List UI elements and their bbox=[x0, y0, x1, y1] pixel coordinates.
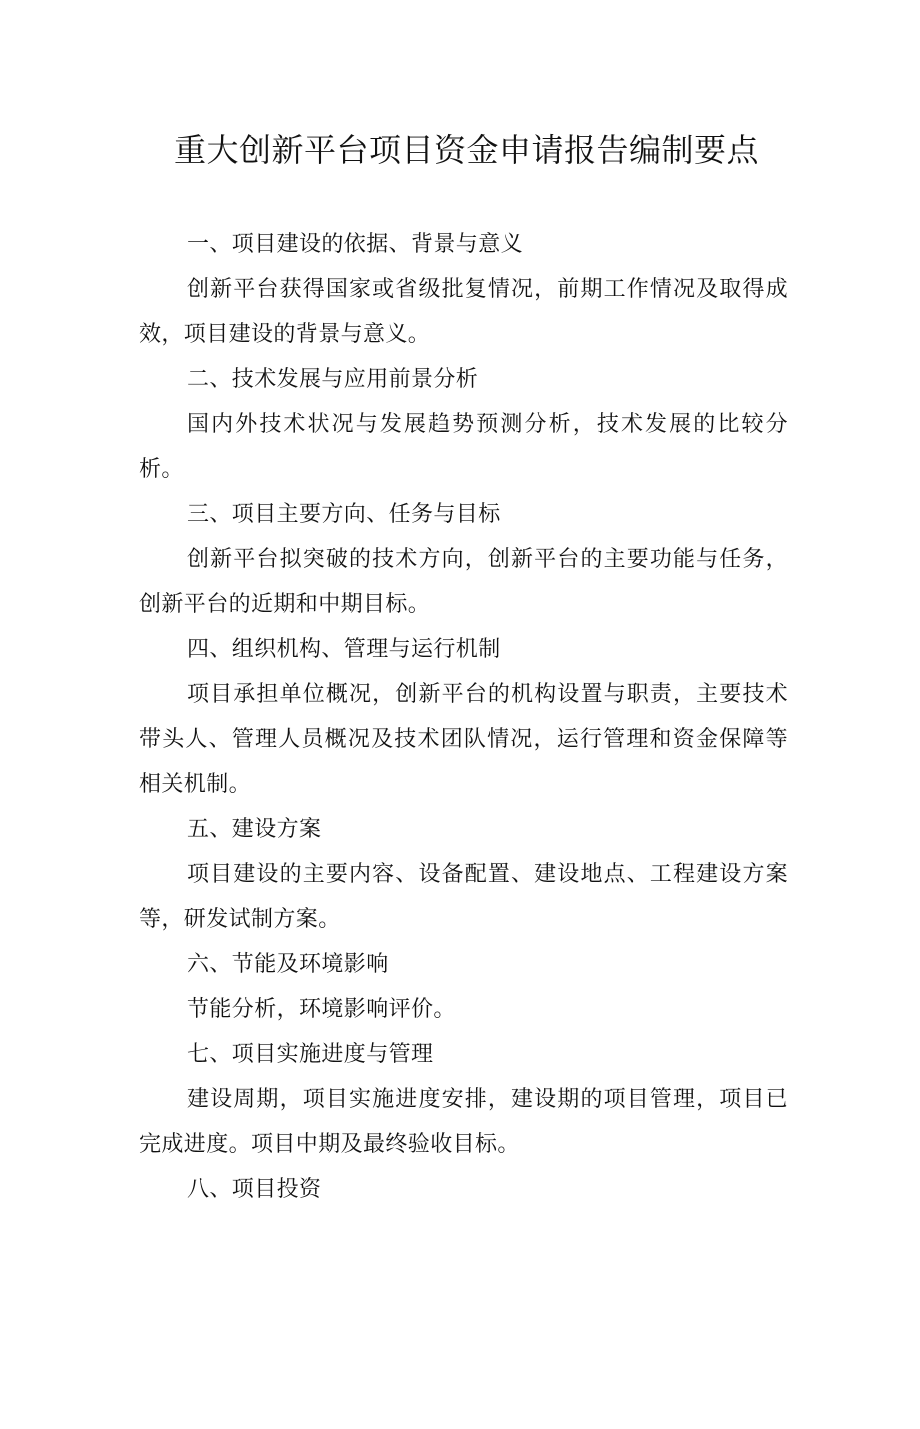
section-heading: 八、项目投资 bbox=[187, 1177, 322, 1202]
section-8 bbox=[139, 1167, 788, 1212]
section-text: 节能分析，环境影响评价。 bbox=[187, 997, 456, 1022]
section-4 bbox=[139, 627, 788, 807]
section-7 bbox=[139, 1032, 788, 1167]
document-body bbox=[139, 222, 788, 1212]
section-text: 国内外技术状况与发展趋势预测分析，技术发展的比较分析。 bbox=[139, 412, 788, 482]
section-heading: 五、建设方案 bbox=[187, 817, 322, 842]
section-heading: 一、项目建设的依据、背景与意义 bbox=[187, 232, 524, 257]
document-page bbox=[0, 128, 920, 1429]
section-1 bbox=[139, 222, 788, 357]
section-text: 建设周期，项目实施进度安排，建设期的项目管理，项目已完成进度。项目中期及最终验收目标。 bbox=[139, 1087, 788, 1157]
section-text: 创新平台拟突破的技术方向，创新平台的主要功能与任务，创新平台的近期和中期目标。 bbox=[139, 547, 788, 617]
section-6 bbox=[139, 942, 788, 1032]
section-5 bbox=[139, 807, 788, 942]
section-text: 项目承担单位概况，创新平台的机构设置与职责，主要技术带头人、管理人员概况及技术团队情况，运行管理和资金保障等相关机制。 bbox=[139, 682, 788, 797]
section-text: 创新平台获得国家或省级批复情况，前期工作情况及取得成效，项目建设的背景与意义。 bbox=[139, 277, 788, 347]
section-3 bbox=[139, 492, 788, 627]
section-2 bbox=[139, 357, 788, 492]
document-title: 重大创新平台项目资金申请报告编制要点 bbox=[173, 131, 759, 169]
section-heading: 四、组织机构、管理与运行机制 bbox=[187, 637, 501, 662]
section-heading: 二、技术发展与应用前景分析 bbox=[187, 367, 479, 392]
section-text: 项目建设的主要内容、设备配置、建设地点、工程建设方案等，研发试制方案。 bbox=[139, 862, 788, 932]
section-heading: 七、项目实施进度与管理 bbox=[187, 1042, 434, 1067]
section-heading: 六、节能及环境影响 bbox=[187, 952, 389, 977]
section-heading: 三、项目主要方向、任务与目标 bbox=[187, 502, 501, 527]
